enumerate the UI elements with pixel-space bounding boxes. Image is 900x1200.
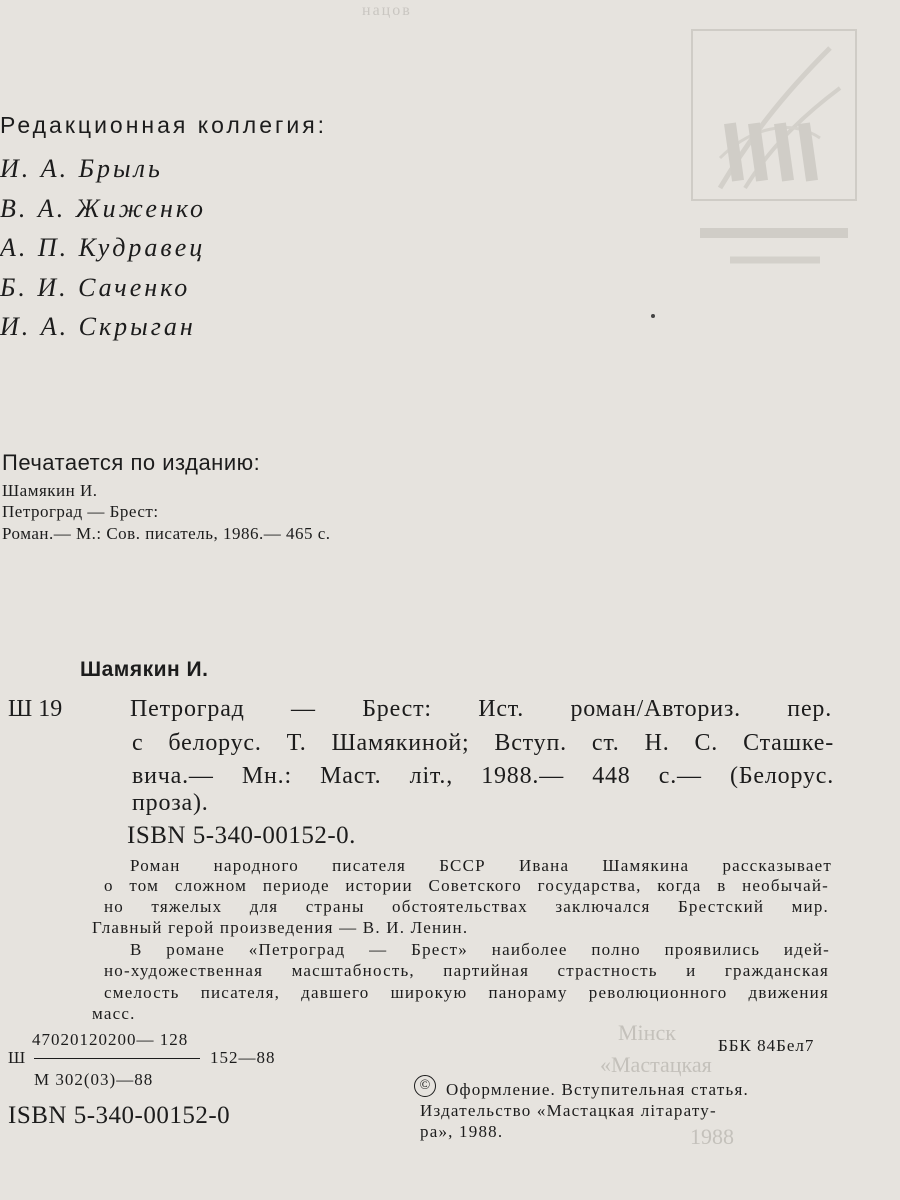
source-edition-line: Шамякин И. [2, 481, 98, 500]
publisher-emblem-show-through [690, 28, 858, 278]
index-fraction-line [34, 1058, 200, 1059]
catalog-description-line: проза). [132, 790, 209, 816]
catalog-description-line: Петроград — Брест: Ист. роман/Авториз. пер. [130, 696, 832, 722]
catalog-code: Ш 19 [8, 696, 63, 722]
annotation-line: но-художественная масштабность, партийная страстность и гражданская [104, 961, 829, 980]
catalog-isbn: ISBN 5-340-00152-0. [127, 822, 356, 849]
catalog-description-line: с белорус. Т. Шамякиной; Вступ. ст. Н. С. Сташке- [132, 730, 834, 756]
index-number: 47020120200— 128 [32, 1030, 189, 1049]
index-order-code: М 302(03)—88 [34, 1070, 154, 1089]
index-letter: Ш [8, 1048, 27, 1067]
bbk-code: ББК 84Бел7 [718, 1036, 815, 1055]
editorial-board-member: И. А. Брыль [0, 154, 163, 183]
index-price-code: 152—88 [210, 1048, 276, 1067]
editorial-board-member: В. А. Жиженко [0, 194, 207, 223]
imprint-isbn: ISBN 5-340-00152-0 [8, 1102, 231, 1129]
annotation-line: смелость писателя, давшего широкую панораму революционного движения [104, 983, 829, 1002]
copyright-line: Издательство «Мастацкая літарату- [420, 1101, 717, 1120]
show-through-publisher: «Мастацкая [600, 1052, 712, 1077]
annotation-line: Главный герой произведения — В. И. Ленин. [92, 918, 469, 937]
annotation-line: Роман народного писателя БССР Ивана Шамякина рассказывает [130, 856, 832, 875]
show-through-city: Мінск [618, 1020, 676, 1045]
source-edition-heading: Печатается по изданию: [2, 450, 261, 475]
source-edition-line: Петроград — Брест: [2, 502, 159, 521]
annotation-line: но тяжелых для страны обстоятельствах заключался Брестский мир. [104, 897, 829, 916]
annotation-line: масс. [92, 1004, 136, 1023]
catalog-author: Шамякин И. [80, 658, 209, 681]
faded-header-mark: нацов [362, 2, 412, 19]
editorial-board-member: Б. И. Саченко [0, 273, 191, 302]
editorial-board-member: И. А. Скрыган [0, 312, 196, 341]
annotation-line: В романе «Петроград — Брест» наиболее полно проявились идей- [130, 940, 830, 959]
copyright-sign: © [414, 1075, 436, 1097]
source-edition-line: Роман.— М.: Сов. писатель, 1986.— 465 с. [2, 524, 331, 543]
copyright-line: Оформление. Вступительная статья. [446, 1080, 749, 1099]
show-through-year: 1988 [690, 1124, 734, 1149]
annotation-line: о том сложном периоде истории Советского государства, когда в необычай- [104, 876, 829, 895]
catalog-description-line: вича.— Мн.: Маст. літ., 1988.— 448 с.— (Белорус. [132, 763, 834, 789]
editorial-board-member: А. П. Кудравец [0, 233, 206, 262]
ink-speck [651, 314, 655, 318]
editorial-board-title: Редакционная коллегия: [0, 112, 328, 138]
copyright-line: ра», 1988. [420, 1122, 504, 1141]
